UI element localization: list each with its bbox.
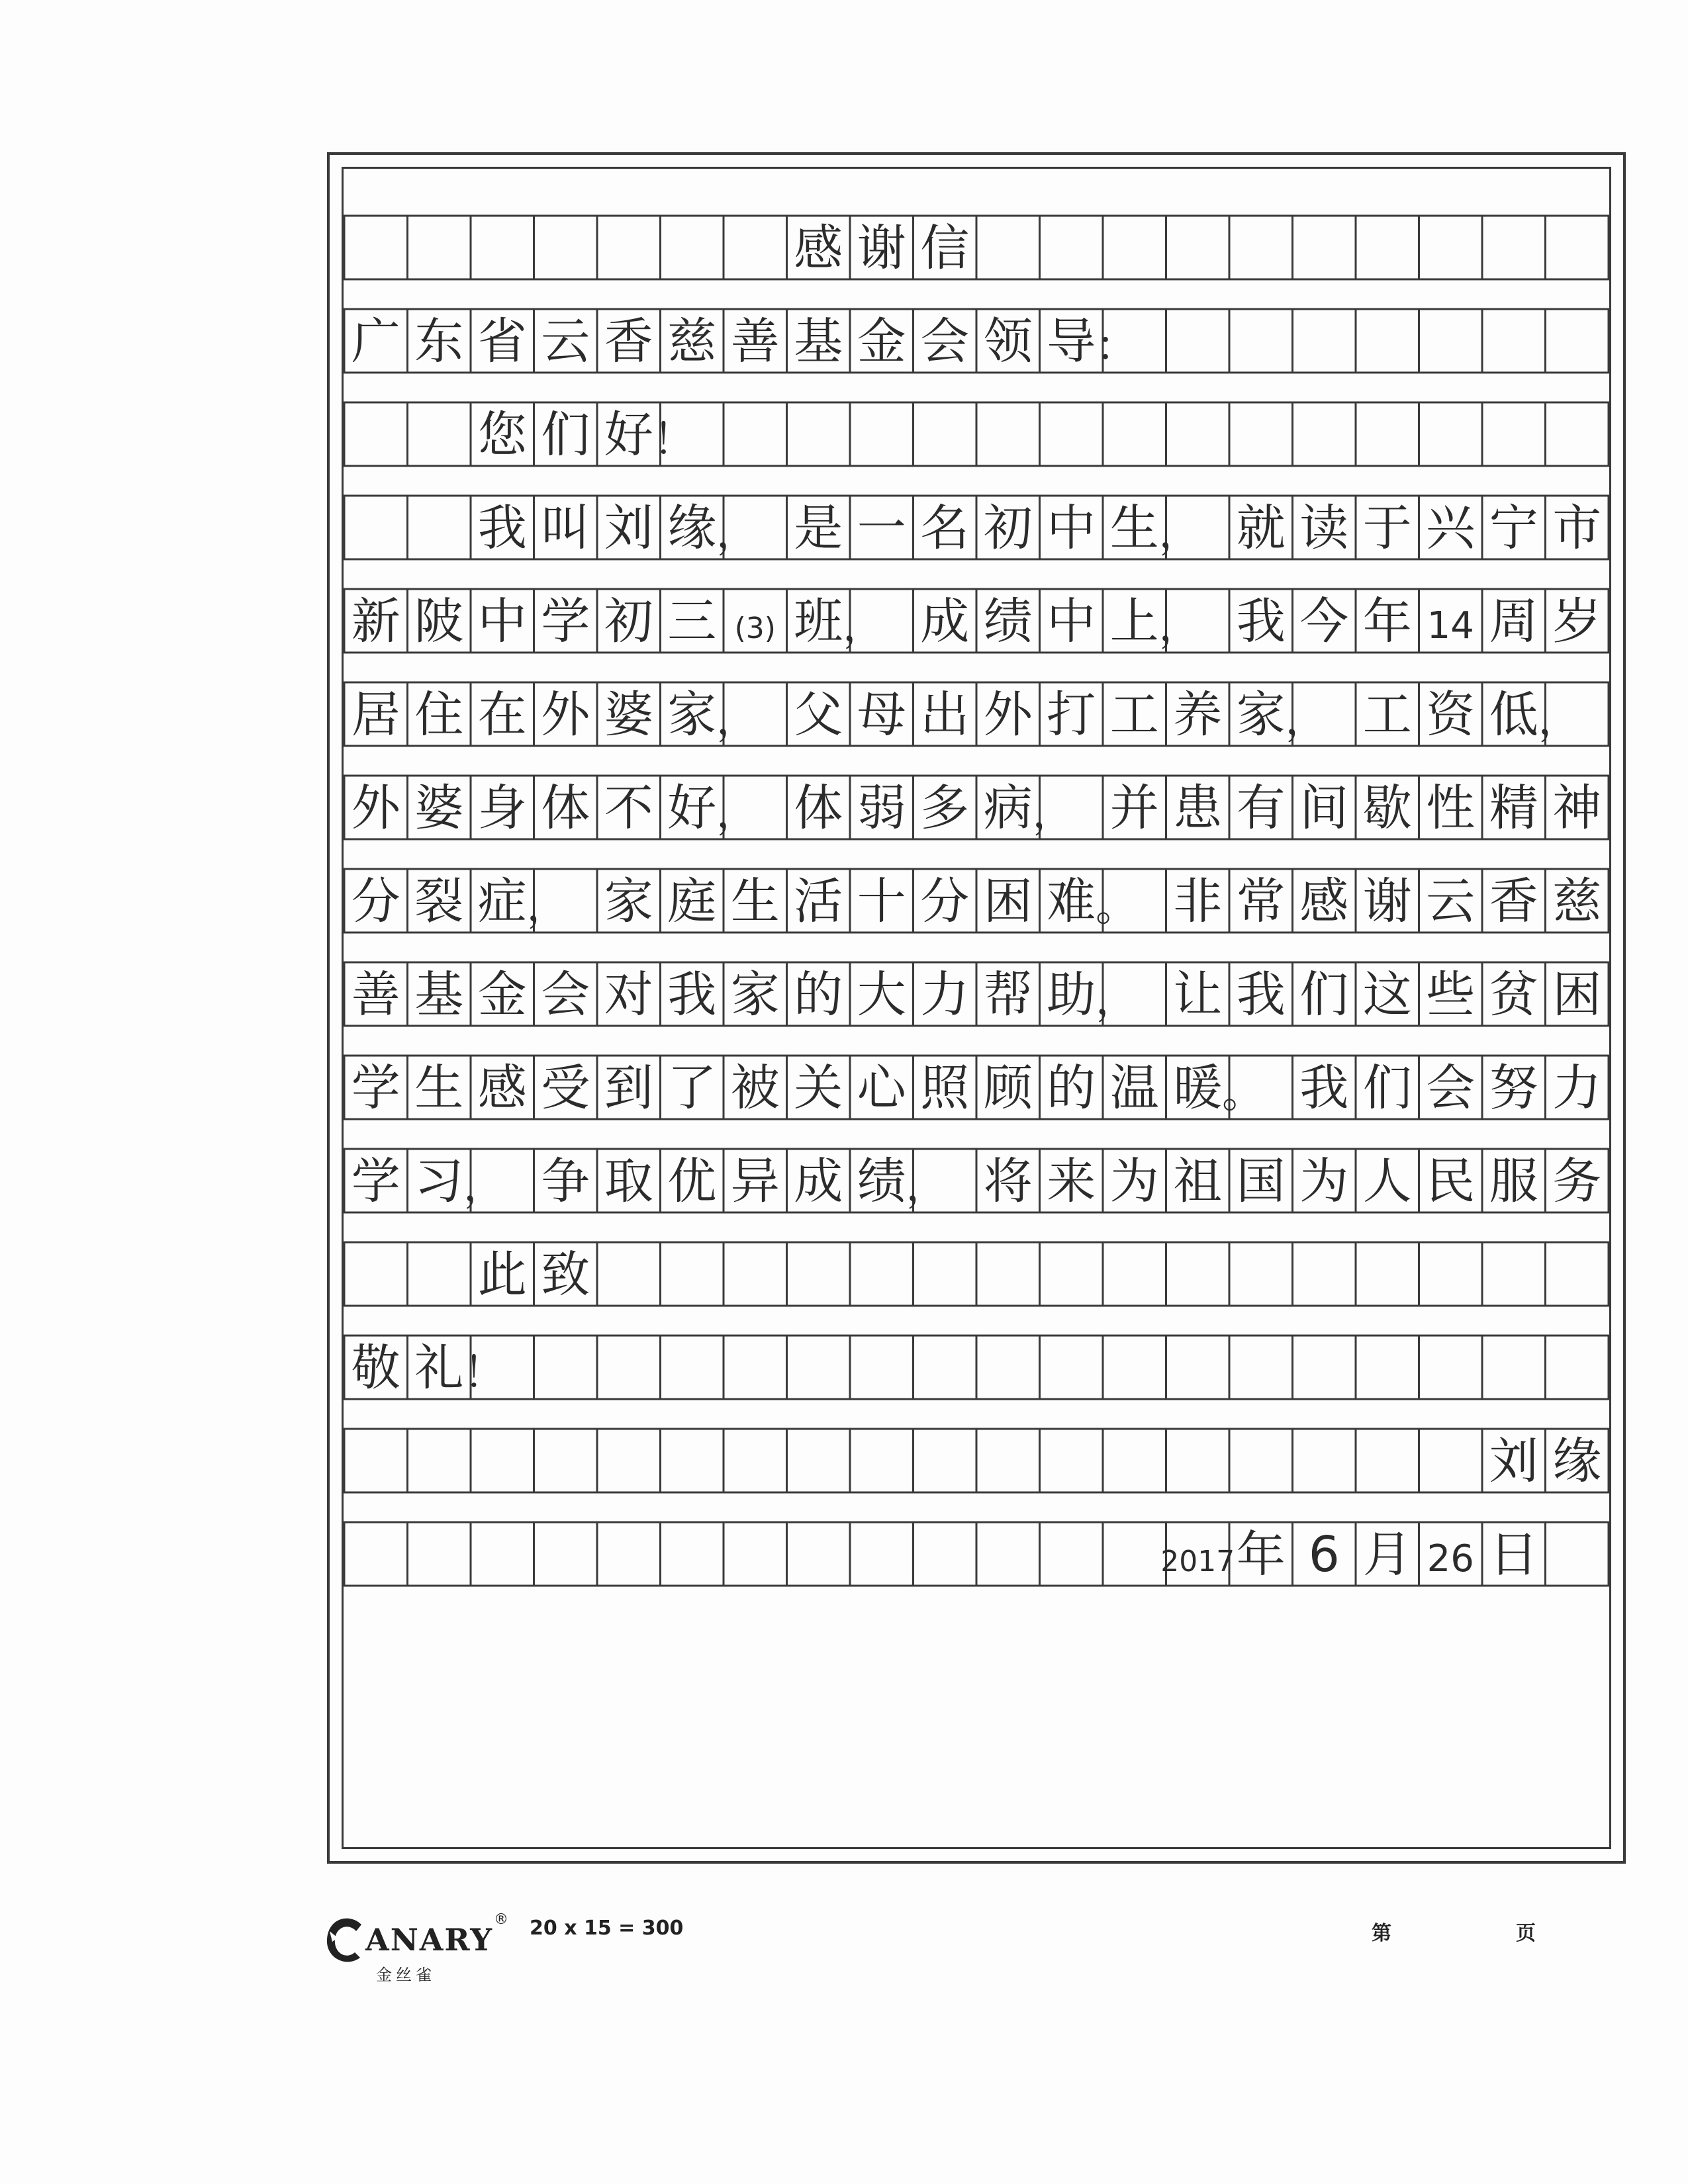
- handwritten-char: 一: [857, 500, 906, 557]
- handwritten-char: 生: [730, 873, 780, 930]
- handwritten-char: 云: [1426, 873, 1476, 930]
- handwritten-char: 非: [1173, 873, 1223, 930]
- handwritten-char: 生: [1109, 500, 1159, 557]
- handwritten-char: 我: [1236, 966, 1286, 1023]
- handwritten-char: 们: [1299, 966, 1349, 1023]
- handwritten-char: 宁: [1489, 500, 1538, 557]
- handwritten-char: 慈: [667, 313, 717, 370]
- handwritten-char: 于: [1362, 500, 1412, 557]
- handwritten-char: 26: [1427, 1537, 1474, 1580]
- handwritten-char: 周: [1489, 593, 1538, 650]
- title-chars: [794, 220, 969, 277]
- handwritten-char: 力: [920, 966, 970, 1023]
- handwritten-char: 慈: [1552, 873, 1602, 930]
- handwritten-char: 中: [1047, 500, 1096, 557]
- handwritten-char: 庭: [667, 873, 717, 930]
- handwritten-char: 东: [414, 313, 464, 370]
- handwritten-char: 是: [794, 500, 843, 557]
- handwritten-char: ！: [463, 1349, 506, 1398]
- handwritten-char: 缘: [1552, 1433, 1602, 1490]
- handwritten-char: 为: [1109, 1153, 1159, 1210]
- handwritten-char: 们: [541, 406, 590, 463]
- brand-name: ANARY: [365, 1922, 494, 1958]
- handwritten-char: 务: [1552, 1153, 1602, 1210]
- handwritten-char: 基: [414, 966, 464, 1023]
- handwritten-char: 家: [604, 873, 653, 930]
- handwritten-char: 。: [1222, 1069, 1265, 1118]
- handwritten-char: 患: [1173, 780, 1223, 837]
- handwritten-char: 低: [1489, 686, 1538, 743]
- handwritten-char: 云: [541, 313, 590, 370]
- handwritten-char: 中: [1047, 593, 1096, 650]
- handwritten-char: 领: [983, 313, 1033, 370]
- handwritten-char: 工: [1109, 686, 1159, 743]
- handwritten-char: 6: [1308, 1526, 1340, 1583]
- handwritten-char: 班: [794, 593, 843, 650]
- handwritten-char: 善: [730, 313, 780, 370]
- grid-specification: 20 x 15 = 300: [530, 1917, 684, 1940]
- handwritten-char: 分: [920, 873, 970, 930]
- handwritten-char: 会: [541, 966, 590, 1023]
- handwritten-char: 今: [1299, 593, 1349, 650]
- handwritten-char: 叫: [541, 500, 590, 557]
- closing-2-chars: [352, 1340, 506, 1398]
- handwritten-char: 绩: [857, 1153, 906, 1210]
- handwritten-char: 谢: [857, 220, 906, 277]
- handwritten-char: 到: [604, 1060, 653, 1116]
- handwritten-char: 居: [351, 686, 400, 743]
- handwritten-char: ，: [1158, 509, 1201, 558]
- handwritten-char: 活: [794, 873, 843, 930]
- handwritten-char: 家: [730, 966, 780, 1023]
- handwritten-char: 异: [730, 1153, 780, 1210]
- handwritten-char: 裂: [414, 873, 464, 930]
- handwritten-char: 陂: [414, 593, 464, 650]
- handwritten-char: 您: [477, 406, 527, 463]
- handwritten-char: 人: [1362, 1153, 1412, 1210]
- handwritten-char: 就: [1236, 500, 1286, 557]
- handwritten-char: 基: [794, 313, 843, 370]
- handwritten-char: 暖: [1173, 1060, 1223, 1116]
- handwritten-char: 体: [541, 780, 590, 837]
- handwritten-char: 这: [1362, 966, 1412, 1023]
- handwritten-char: 上: [1109, 593, 1159, 650]
- handwritten-char: 温: [1109, 1060, 1159, 1116]
- handwritten-char: 被: [730, 1060, 780, 1116]
- handwritten-char: ，: [1538, 696, 1581, 745]
- handwritten-char: 们: [1362, 1060, 1412, 1116]
- handwritten-char: 力: [1552, 1060, 1602, 1116]
- handwritten-char: 初: [983, 500, 1033, 557]
- handwritten-char: 绩: [983, 593, 1033, 650]
- handwritten-char: 2017: [1160, 1545, 1235, 1578]
- handwritten-char: 此: [477, 1246, 527, 1303]
- handwritten-char: ，: [716, 509, 759, 558]
- handwritten-char: 十: [857, 873, 906, 930]
- handwritten-char: 金: [477, 966, 527, 1023]
- handwritten-char: 助: [1047, 966, 1096, 1023]
- handwritten-char: 身: [477, 780, 527, 837]
- handwritten-char: ，: [1032, 789, 1075, 838]
- handwritten-char: 心: [857, 1060, 906, 1116]
- handwritten-char: 不: [604, 780, 653, 837]
- handwritten-char: 困: [983, 873, 1033, 930]
- handwritten-char: 成: [794, 1153, 843, 1210]
- handwritten-char: 导: [1047, 313, 1096, 370]
- handwritten-char: 让: [1173, 966, 1223, 1023]
- handwritten-char: 难: [1047, 873, 1096, 930]
- handwritten-char: 歇: [1362, 780, 1412, 837]
- handwritten-char: 我: [1299, 1060, 1349, 1116]
- handwritten-char: 父: [794, 686, 843, 743]
- handwritten-char: 贫: [1489, 966, 1538, 1023]
- registered-mark: ®: [494, 1911, 508, 1928]
- handwritten-char: 初: [604, 593, 653, 650]
- salutation-chars: [352, 313, 1138, 371]
- page-label-suffix: 页: [1516, 1922, 1536, 1945]
- greeting-chars: [478, 406, 696, 465]
- handwritten-char: 婆: [414, 780, 464, 837]
- handwritten-char: 困: [1552, 966, 1602, 1023]
- handwritten-char: 国: [1236, 1153, 1286, 1210]
- handwritten-char: 养: [1173, 686, 1223, 743]
- bird-icon: [323, 1911, 369, 1971]
- handwritten-char: 兴: [1426, 500, 1476, 557]
- handwritten-char: 致: [541, 1246, 590, 1303]
- handwritten-char: 学: [351, 1153, 400, 1210]
- handwritten-char: 善: [351, 966, 400, 1023]
- handwritten-char: 精: [1489, 780, 1538, 837]
- handwritten-char: 读: [1299, 500, 1349, 557]
- handwritten-char: 受: [541, 1060, 590, 1116]
- handwritten-char: 敬: [351, 1340, 400, 1396]
- handwritten-char: 外: [983, 686, 1033, 743]
- handwritten-char: 些: [1426, 966, 1476, 1023]
- handwritten-char: 好: [667, 780, 717, 837]
- handwritten-char: 家: [667, 686, 717, 743]
- handwritten-char: 神: [1552, 780, 1602, 837]
- handwritten-char: 在: [477, 686, 527, 743]
- page-label-prefix: 第: [1372, 1922, 1391, 1945]
- handwritten-char: 。: [1096, 882, 1139, 931]
- handwritten-char: 弱: [857, 780, 906, 837]
- handwritten-char: 帮: [983, 966, 1033, 1023]
- handwritten-char: 感: [1299, 873, 1349, 930]
- handwritten-char: 生: [414, 1060, 464, 1116]
- handwritten-char: 14: [1427, 604, 1474, 647]
- handwritten-char: 省: [477, 313, 527, 370]
- handwritten-char: 刘: [1489, 1433, 1538, 1490]
- handwritten-char: 习: [414, 1153, 464, 1210]
- handwritten-char: 新: [351, 593, 400, 650]
- handwritten-char: 三: [667, 593, 717, 650]
- handwritten-char: 金: [857, 313, 906, 370]
- brand-name-chinese: 金丝雀: [376, 1966, 436, 1984]
- handwritten-char: ，: [906, 1162, 949, 1211]
- handwritten-char: 分: [351, 873, 400, 930]
- handwritten-char: 对: [604, 966, 653, 1023]
- handwritten-char: 关: [794, 1060, 843, 1116]
- handwritten-char: 为: [1299, 1153, 1349, 1210]
- handwritten-char: 顾: [983, 1060, 1033, 1116]
- handwritten-char: 多: [920, 780, 970, 837]
- handwritten-char: 年: [1236, 1526, 1286, 1583]
- body-line-3: [352, 686, 1581, 745]
- handwritten-char: 常: [1236, 873, 1286, 930]
- handwritten-char: 会: [920, 313, 970, 370]
- handwritten-char: 信: [920, 220, 970, 277]
- handwritten-char: 会: [1426, 1060, 1476, 1116]
- handwritten-char: 广: [351, 313, 400, 370]
- handwritten-char: 照: [920, 1060, 970, 1116]
- handwritten-char: ，: [843, 602, 886, 651]
- handwritten-char: 性: [1426, 780, 1476, 837]
- handwritten-char: 刘: [604, 500, 653, 557]
- handwritten-char: ，: [1096, 976, 1139, 1024]
- handwritten-char: 并: [1109, 780, 1159, 837]
- handwritten-char: 好: [604, 406, 653, 463]
- handwritten-char: 病: [983, 780, 1033, 837]
- handwritten-char: 岁: [1552, 593, 1602, 650]
- handwritten-char: 的: [1047, 1060, 1096, 1116]
- handwritten-char: 香: [604, 313, 653, 370]
- handwritten-char: ：: [1096, 322, 1139, 371]
- handwritten-char: 外: [351, 780, 400, 837]
- handwritten-char: 我: [477, 500, 527, 557]
- handwritten-char: 香: [1489, 873, 1538, 930]
- handwritten-char: 年: [1362, 593, 1412, 650]
- handwritten-char: 中: [477, 593, 527, 650]
- handwritten-char: 优: [667, 1153, 717, 1210]
- handwritten-char: 母: [857, 686, 906, 743]
- canary-logo: [323, 1905, 522, 1984]
- handwritten-char: 资: [1426, 686, 1476, 743]
- handwritten-char: 祖: [1173, 1153, 1223, 1210]
- handwritten-char: 的: [794, 966, 843, 1023]
- handwritten-char: 感: [794, 220, 843, 277]
- handwritten-char: 有: [1236, 780, 1286, 837]
- handwritten-char: 我: [1236, 593, 1286, 650]
- handwritten-char: 我: [667, 966, 717, 1023]
- handwritten-char: 学: [351, 1060, 400, 1116]
- handwritten-char: 大: [857, 966, 906, 1023]
- handwritten-char: 打: [1047, 686, 1096, 743]
- handwritten-char: 民: [1426, 1153, 1476, 1210]
- handwritten-char: 学: [541, 593, 590, 650]
- handwritten-char: ，: [526, 882, 569, 931]
- handwritten-char: 住: [414, 686, 464, 743]
- handwritten-char: 谢: [1362, 873, 1412, 930]
- handwritten-char: 症: [477, 873, 527, 930]
- handwritten-char: 月: [1362, 1526, 1412, 1583]
- handwritten-char: 出: [920, 686, 970, 743]
- handwritten-char: 来: [1047, 1153, 1096, 1210]
- handwritten-char: 工: [1362, 686, 1412, 743]
- handwritten-char: ，: [463, 1162, 506, 1211]
- handwritten-char: 外: [541, 686, 590, 743]
- handwritten-char: 努: [1489, 1060, 1538, 1116]
- handwritten-char: 感: [477, 1060, 527, 1116]
- handwritten-char: 取: [604, 1153, 653, 1210]
- handwritten-char: 市: [1552, 500, 1602, 557]
- handwritten-char: ！: [653, 416, 696, 465]
- handwritten-char: ，: [1285, 696, 1328, 745]
- handwritten-char: ，: [1158, 602, 1201, 651]
- handwritten-char: 将: [983, 1153, 1033, 1210]
- handwritten-char: 了: [667, 1060, 717, 1116]
- handwritten-char: 成: [920, 593, 970, 650]
- handwritten-char: (3): [734, 612, 776, 645]
- handwritten-char: 礼: [414, 1340, 464, 1396]
- handwritten-char: 日: [1489, 1526, 1538, 1583]
- handwritten-char: 争: [541, 1153, 590, 1210]
- handwritten-char: 家: [1236, 686, 1286, 743]
- handwritten-char: 名: [920, 500, 970, 557]
- handwritten-char: 缘: [667, 500, 717, 557]
- handwritten-char: ，: [716, 696, 759, 745]
- handwritten-char: 服: [1489, 1153, 1538, 1210]
- handwritten-char: ，: [716, 789, 759, 838]
- handwritten-char: 体: [794, 780, 843, 837]
- handwritten-char: 间: [1299, 780, 1349, 837]
- handwritten-char: 婆: [604, 686, 653, 743]
